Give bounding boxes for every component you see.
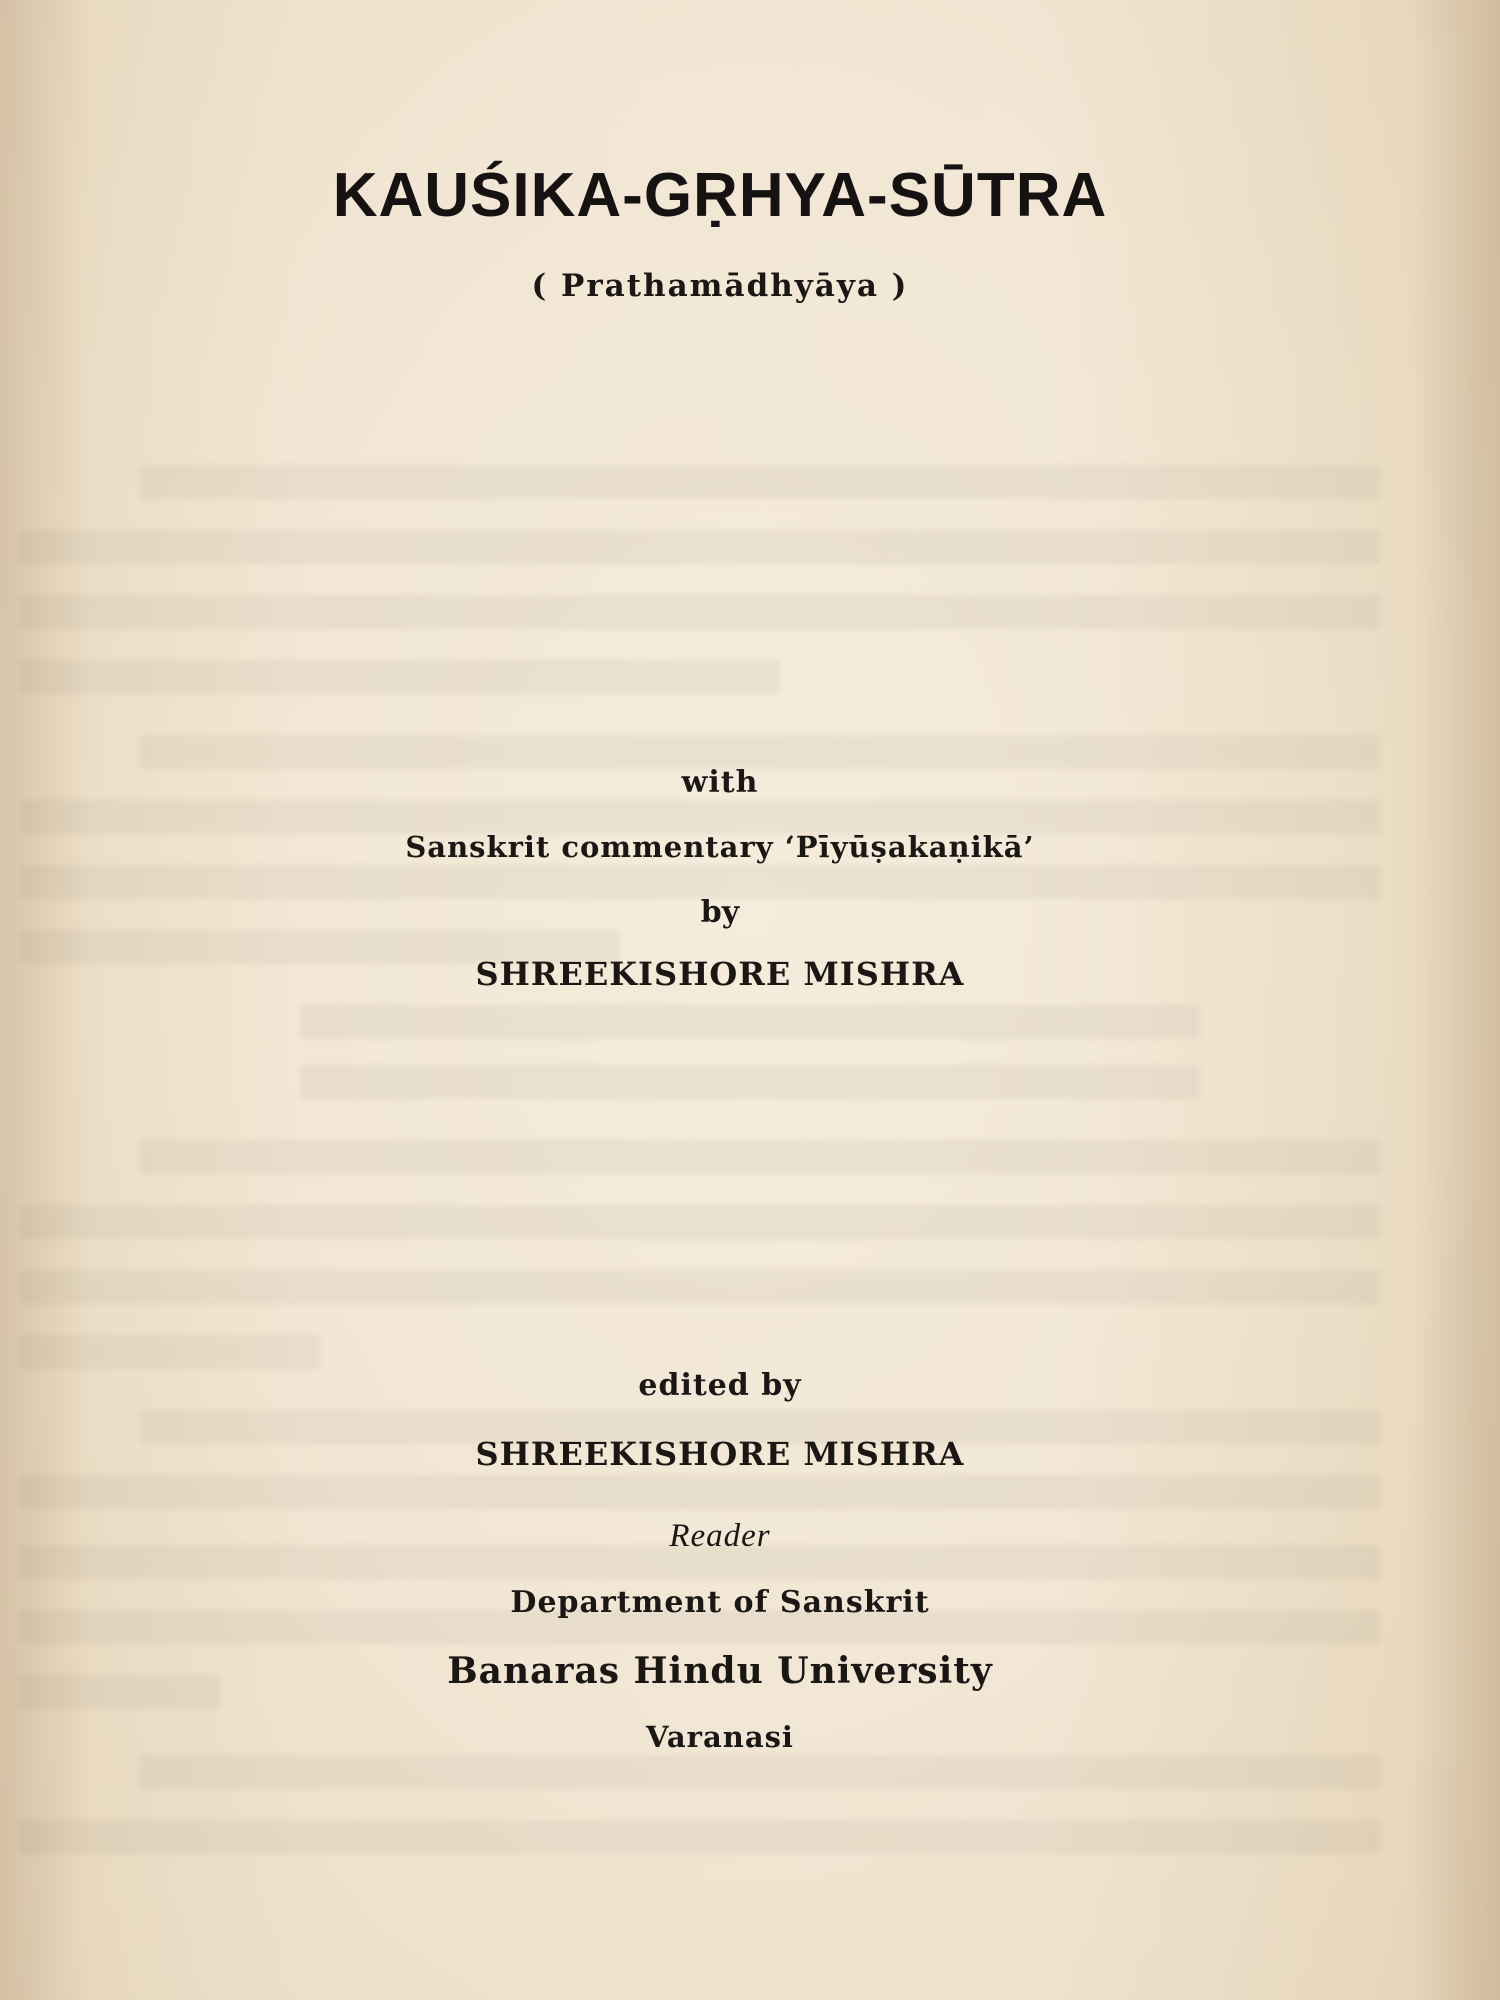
bleed-through-line <box>20 660 780 694</box>
bleed-through-line <box>20 1335 320 1369</box>
bleed-through-line <box>300 1005 1200 1039</box>
bleed-through-line <box>20 595 1380 629</box>
with-label: with <box>681 765 759 800</box>
editor-role: Reader <box>669 1518 771 1554</box>
bleed-through-line <box>20 1820 1380 1854</box>
book-subtitle: ( Prathamādhyāya ) <box>531 268 909 304</box>
city-name: Varanasi <box>646 1720 794 1754</box>
bleed-through-line <box>140 1755 1380 1789</box>
bleed-through-line <box>20 865 1380 899</box>
bleed-through-line <box>20 1270 1380 1304</box>
author-name: SHREEKISHORE MISHRA <box>475 955 965 993</box>
bleed-through-line <box>300 1065 1200 1099</box>
book-title: KAUŚIKA-GṚHYA-SŪTRA <box>332 161 1108 230</box>
bleed-through-line <box>20 1205 1380 1239</box>
bleed-through-line <box>20 530 1380 564</box>
bleed-through-line <box>20 800 1380 834</box>
commentary-title: Sanskrit commentary ‘Pīyūṣakaṇikā’ <box>405 830 1035 864</box>
university-name: Banaras Hindu University <box>447 1650 993 1692</box>
bleed-through-line <box>20 1475 1380 1509</box>
department-name: Department of Sanskrit <box>510 1585 930 1620</box>
edited-by-label: edited by <box>638 1368 802 1403</box>
bleed-through-line <box>140 1140 1380 1174</box>
bleed-through-line <box>140 465 1380 499</box>
editor-name: SHREEKISHORE MISHRA <box>475 1435 965 1473</box>
bleed-through-line <box>140 735 1380 769</box>
by-label: by <box>700 895 740 930</box>
